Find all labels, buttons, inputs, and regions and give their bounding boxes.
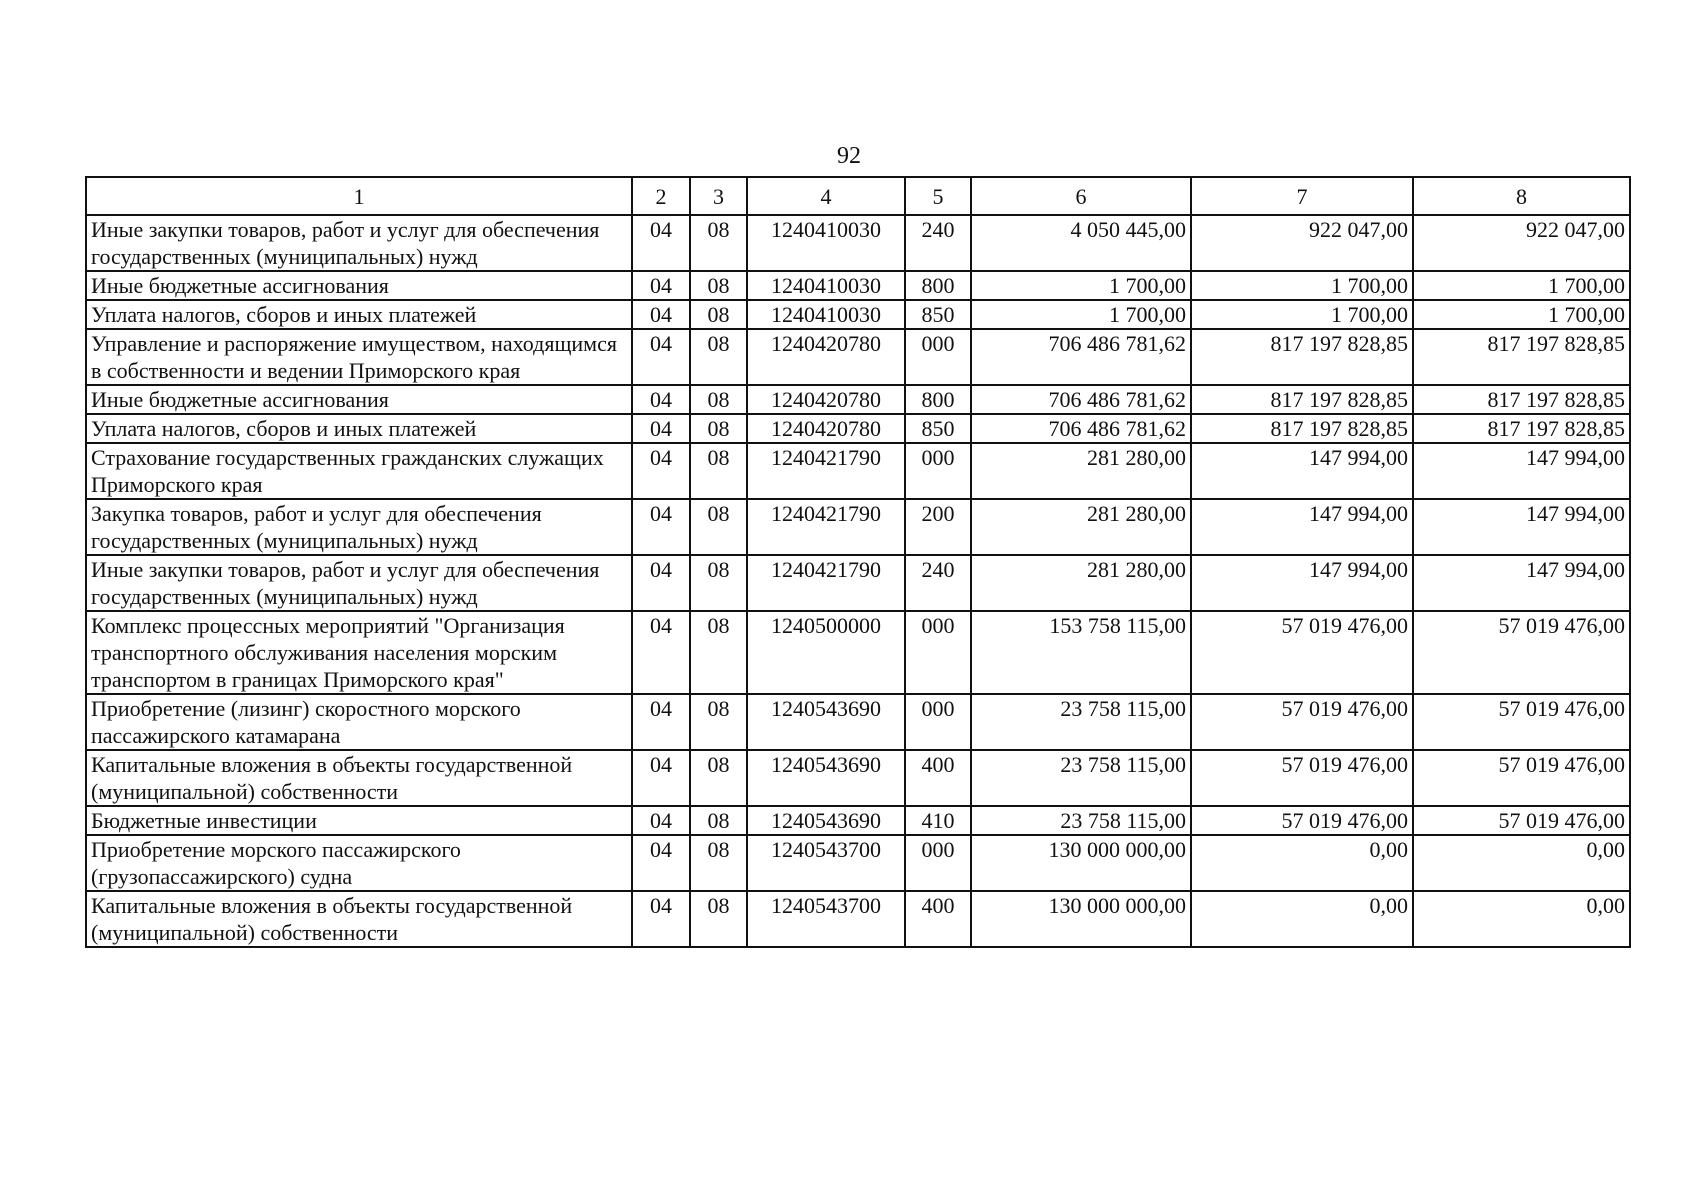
amount-col-6: 23 758 115,00: [971, 694, 1191, 750]
target-article-code: 1240421790: [747, 443, 905, 499]
section-code: 04: [632, 806, 690, 835]
target-article-code: 1240420780: [747, 385, 905, 414]
amount-col-8: 57 019 476,00: [1413, 750, 1630, 806]
expense-type-code: 850: [905, 300, 971, 329]
section-code: 04: [632, 271, 690, 300]
amount-col-6: 23 758 115,00: [971, 806, 1191, 835]
target-article-code: 1240420780: [747, 414, 905, 443]
header-col-7: 7: [1191, 177, 1413, 215]
amount-col-8: 0,00: [1413, 891, 1630, 947]
budget-table: [85, 176, 1631, 948]
header-col-4: 4: [747, 177, 905, 215]
row-name: Иные закупки товаров, работ и услуг для обеспечения государственных (муниципальных) нужд: [86, 555, 632, 611]
row-name: Комплекс процессных мероприятий "Организация транспортного обслуживания населения морским транспортом в границах Приморского края": [86, 611, 632, 694]
amount-col-7: 1 700,00: [1191, 300, 1413, 329]
target-article-code: 1240500000: [747, 611, 905, 694]
amount-col-7: 147 994,00: [1191, 555, 1413, 611]
row-name: Бюджетные инвестиции: [86, 806, 632, 835]
amount-col-8: 147 994,00: [1413, 555, 1630, 611]
table-row: [86, 555, 1630, 611]
section-code: 04: [632, 329, 690, 385]
subsection-code: 08: [690, 891, 747, 947]
amount-col-6: 1 700,00: [971, 300, 1191, 329]
table-row: [86, 414, 1630, 443]
table-row: [86, 835, 1630, 891]
amount-col-8: 817 197 828,85: [1413, 385, 1630, 414]
subsection-code: 08: [690, 611, 747, 694]
amount-col-7: 817 197 828,85: [1191, 329, 1413, 385]
section-code: 04: [632, 750, 690, 806]
subsection-code: 08: [690, 443, 747, 499]
table-row: [86, 443, 1630, 499]
target-article-code: 1240543700: [747, 835, 905, 891]
header-col-5: 5: [905, 177, 971, 215]
target-article-code: 1240421790: [747, 499, 905, 555]
amount-col-6: 130 000 000,00: [971, 891, 1191, 947]
amount-col-8: 1 700,00: [1413, 271, 1630, 300]
expense-type-code: 240: [905, 215, 971, 271]
subsection-code: 08: [690, 385, 747, 414]
target-article-code: 1240410030: [747, 215, 905, 271]
amount-col-6: 706 486 781,62: [971, 414, 1191, 443]
amount-col-6: 4 050 445,00: [971, 215, 1191, 271]
header-col-8: 8: [1413, 177, 1630, 215]
header-col-3: 3: [690, 177, 747, 215]
expense-type-code: 000: [905, 329, 971, 385]
expense-type-code: 800: [905, 271, 971, 300]
table-row: [86, 499, 1630, 555]
expense-type-code: 000: [905, 694, 971, 750]
table-row: [86, 694, 1630, 750]
table-row: [86, 806, 1630, 835]
subsection-code: 08: [690, 835, 747, 891]
subsection-code: 08: [690, 555, 747, 611]
target-article-code: 1240543700: [747, 891, 905, 947]
page-number: 92: [837, 143, 861, 169]
target-article-code: 1240421790: [747, 555, 905, 611]
amount-col-7: 57 019 476,00: [1191, 806, 1413, 835]
target-article-code: 1240543690: [747, 694, 905, 750]
amount-col-7: 147 994,00: [1191, 499, 1413, 555]
amount-col-8: 147 994,00: [1413, 499, 1630, 555]
target-article-code: 1240410030: [747, 271, 905, 300]
amount-col-6: 281 280,00: [971, 555, 1191, 611]
section-code: 04: [632, 694, 690, 750]
amount-col-8: 1 700,00: [1413, 300, 1630, 329]
section-code: 04: [632, 215, 690, 271]
expense-type-code: 850: [905, 414, 971, 443]
amount-col-8: 147 994,00: [1413, 443, 1630, 499]
subsection-code: 08: [690, 414, 747, 443]
table-row: [86, 271, 1630, 300]
amount-col-7: 1 700,00: [1191, 271, 1413, 300]
row-name: Закупка товаров, работ и услуг для обеспечения государственных (муниципальных) нужд: [86, 499, 632, 555]
amount-col-6: 281 280,00: [971, 499, 1191, 555]
amount-col-7: 0,00: [1191, 891, 1413, 947]
amount-col-7: 922 047,00: [1191, 215, 1413, 271]
subsection-code: 08: [690, 300, 747, 329]
amount-col-6: 153 758 115,00: [971, 611, 1191, 694]
table-body: [86, 215, 1630, 947]
amount-col-6: 706 486 781,62: [971, 329, 1191, 385]
amount-col-8: 817 197 828,85: [1413, 329, 1630, 385]
header-col-1: 1: [86, 177, 632, 215]
row-name: Капитальные вложения в объекты государственной (муниципальной) собственности: [86, 750, 632, 806]
amount-col-7: 817 197 828,85: [1191, 414, 1413, 443]
table-row: [86, 750, 1630, 806]
amount-col-8: 922 047,00: [1413, 215, 1630, 271]
amount-col-8: 57 019 476,00: [1413, 694, 1630, 750]
target-article-code: 1240410030: [747, 300, 905, 329]
amount-col-7: 817 197 828,85: [1191, 385, 1413, 414]
header-col-6: 6: [971, 177, 1191, 215]
expense-type-code: 410: [905, 806, 971, 835]
table-row: [86, 385, 1630, 414]
expense-type-code: 000: [905, 611, 971, 694]
subsection-code: 08: [690, 806, 747, 835]
target-article-code: 1240420780: [747, 329, 905, 385]
section-code: 04: [632, 499, 690, 555]
expense-type-code: 400: [905, 750, 971, 806]
amount-col-6: 23 758 115,00: [971, 750, 1191, 806]
amount-col-8: 57 019 476,00: [1413, 806, 1630, 835]
subsection-code: 08: [690, 215, 747, 271]
row-name: Приобретение (лизинг) скоростного морского пассажирского катамарана: [86, 694, 632, 750]
row-name: Иные закупки товаров, работ и услуг для обеспечения государственных (муниципальных) нужд: [86, 215, 632, 271]
section-code: 04: [632, 414, 690, 443]
row-name: Капитальные вложения в объекты государственной (муниципальной) собственности: [86, 891, 632, 947]
amount-col-6: 281 280,00: [971, 443, 1191, 499]
table-row: [86, 611, 1630, 694]
amount-col-7: 147 994,00: [1191, 443, 1413, 499]
table-row: [86, 215, 1630, 271]
section-code: 04: [632, 443, 690, 499]
amount-col-7: 57 019 476,00: [1191, 750, 1413, 806]
amount-col-8: 57 019 476,00: [1413, 611, 1630, 694]
table-row: [86, 300, 1630, 329]
row-name: Страхование государственных гражданских служащих Приморского края: [86, 443, 632, 499]
section-code: 04: [632, 835, 690, 891]
subsection-code: 08: [690, 750, 747, 806]
row-name: Уплата налогов, сборов и иных платежей: [86, 300, 632, 329]
row-name: Приобретение морского пассажирского (грузопассажирского) судна: [86, 835, 632, 891]
expense-type-code: 000: [905, 835, 971, 891]
subsection-code: 08: [690, 694, 747, 750]
subsection-code: 08: [690, 329, 747, 385]
expense-type-code: 400: [905, 891, 971, 947]
row-name: Иные бюджетные ассигнования: [86, 271, 632, 300]
target-article-code: 1240543690: [747, 750, 905, 806]
section-code: 04: [632, 611, 690, 694]
amount-col-6: 706 486 781,62: [971, 385, 1191, 414]
table-row: [86, 891, 1630, 947]
amount-col-7: 57 019 476,00: [1191, 611, 1413, 694]
amount-col-6: 1 700,00: [971, 271, 1191, 300]
header-col-2: 2: [632, 177, 690, 215]
section-code: 04: [632, 891, 690, 947]
amount-col-7: 0,00: [1191, 835, 1413, 891]
subsection-code: 08: [690, 499, 747, 555]
amount-col-7: 57 019 476,00: [1191, 694, 1413, 750]
expense-type-code: 000: [905, 443, 971, 499]
row-name: Иные бюджетные ассигнования: [86, 385, 632, 414]
expense-type-code: 200: [905, 499, 971, 555]
amount-col-8: 0,00: [1413, 835, 1630, 891]
section-code: 04: [632, 300, 690, 329]
table-row: [86, 329, 1630, 385]
section-code: 04: [632, 555, 690, 611]
amount-col-6: 130 000 000,00: [971, 835, 1191, 891]
target-article-code: 1240543690: [747, 806, 905, 835]
amount-col-8: 817 197 828,85: [1413, 414, 1630, 443]
header-row: [86, 177, 1630, 215]
row-name: Управление и распоряжение имуществом, находящимся в собственности и ведении Приморского края: [86, 329, 632, 385]
expense-type-code: 800: [905, 385, 971, 414]
row-name: Уплата налогов, сборов и иных платежей: [86, 414, 632, 443]
subsection-code: 08: [690, 271, 747, 300]
expense-type-code: 240: [905, 555, 971, 611]
section-code: 04: [632, 385, 690, 414]
